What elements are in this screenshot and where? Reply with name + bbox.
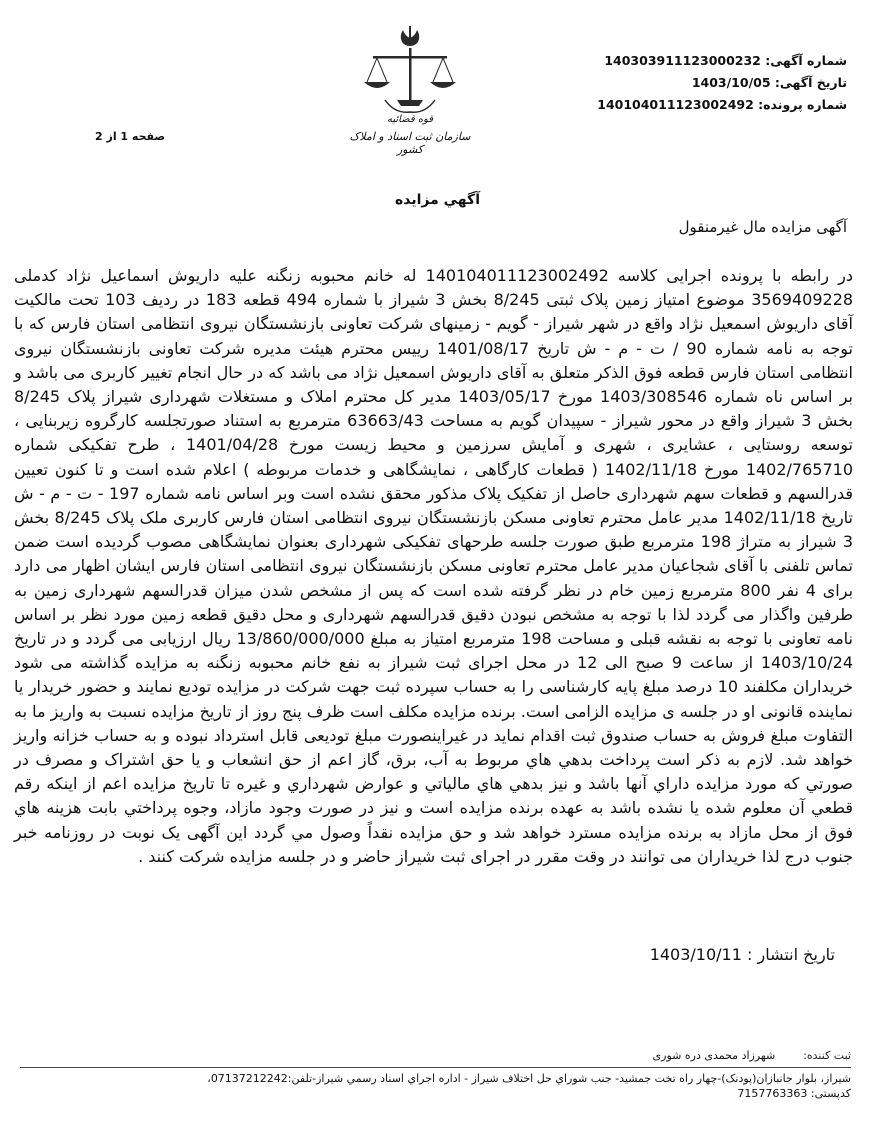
document-title: آگهي مزايده: [394, 192, 480, 208]
judiciary-emblem: [349, 22, 471, 156]
notice-date-row: [597, 72, 847, 94]
notice-date: 1403/10/05: [691, 75, 771, 90]
file-number: 140104011123002492: [597, 97, 754, 112]
page-indicator: صفحه 1 از 2: [95, 130, 166, 143]
postal-code-row: [20, 1086, 851, 1101]
document-subtitle: آگهی مزایده مال غیرمنقول: [678, 218, 847, 236]
logo-line1: قوه قضائیه: [386, 114, 434, 125]
publish-date: 1403/10/11: [649, 945, 742, 964]
postal-code: 7157763363: [737, 1087, 808, 1100]
logo-line2: سازمان ثبت اسناد و املاک کشور: [349, 130, 471, 156]
footer-divider: [20, 1067, 851, 1068]
auction-body-text: در رابطه با پرونده اجرایی کلاسه 140104011123002492 له خانم محبوبه زنگنه علیه داریوش اسماعیل نژاد کدملی 3569409228 موضوع امتیاز زمین پلاک ثبتی 8/245 بخش 3 شیراز با شماره 494 قطعه 183 در ردیف 103 تحت مالکیت آقای داریوش اسمعیل نژاد واقع در شهر شیراز - گویم - زمینهای شرکت تعاونی بازنشستگان نیروی انتظامی استان فارس که با توجه به نامه شماره 90 / ت - م - ش تاریخ 1401/08/17 رییس محترم هیئت مدیره شرکت تعاونی بازنشستگان نیروی انتظامی استان فارس قطعه فوق الذکر متعلق به آقای داریوش اسمعیل نژاد می باشد که در حال انجام تغییر کاربری می باشد و بر اساس ناه شماره 1403/308546 مورخ 1403/05/17 مدیر کل محترم املاک و مستغلات شهرداری شیراز پلاک 8/245 بخش 3 شیراز واقع در محور شیراز - سپیدان گویم به مساحت 63663/43 مترمربع به استناد صورتجلسه کارگروه زیربنایی ، توسعه روستایی ، عشایری ، شهری و آمایش سرزمین و محیط زیست مورخ 1401/04/28 ، طرح تفکیکی شماره 1402/765710 مورخ 1402/11/18 ( قطعات کارگاهی ، نمایشگاهی و خدمات مربوطه ) اعلام شده است و تا کنون تعیین قدرالسهم و قطعات سهم شهرداری حاصل از تفکیک پلاک مذکور محقق نشده است وبر اساس نامه شماره 197 - ت - م - ش تاریخ 1402/11/18 مدیر عامل محترم تعاونی مسکن بازنشستگان نیروی انتظامی استان فارس کاربری ملک پلاک 8/245 بخش 3 شیراز به متراژ 198 مترمربع طبق صورت جلسه طرحهای تفکیکی شهرداری بعنوان نمایشگاهی مصوب گردیده است ضمن تماس تلفنی با آقای شجاعیان مدیر عامل محترم تعاونی مسکن بازنشستگان نیروی انتظامی استان فارس ایشان اظهار می دارد برای 4 نفر 800 مترمربع زمین خام در نظر گرفته شده است که پس از مشخص شدن میزان قدرالسهم شهرداری زمین به طرفین واگذار می گردد لذا با توجه به مشخص نبودن دقیق قدرالسهم شهرداری و محل دقیق قطعه زمین مورد نظر بر اساس نامه تعاونی با توجه به نقشه قبلی و مساحت 198 مترمربع امتیاز به مبلغ 13/860/000/000 ریال ارزیابی می گردد و در تاریخ 1403/10/24 از ساعت 9 صبح الی 12 در محل اجرای ثبت شیراز به نفع خانم محبوبه زنگنه به مزایده گذاشته می شود خریداران مکلفند 10 درصد مبلغ پایه کارشناسی را به حساب سپرده ثبت جهت شرکت در مزایده تودیع نمایند و حضور خریدار یا نماینده قانونی او در جلسه ی مزایده الزامی است. برنده مزایده مکلف است ظرف پنج روز از تاریخ مزایده نسبت به واریز ما به التفاوت مبلغ فروش به حساب صندوق ثبت اقدام نماید در غیراینصورت مبلغ تودیعی قابل استرداد نبوده و به حساب خزانه واریز خواهد شد. لازم به ذکر است پرداخت بدهي هاي مربوط به آب، برق، گاز اعم از حق انشعاب و یا حق اشتراک و مصرف در صورتي که مورد مزایده داراي آنها باشد و نیز بدهي هاي مالیاتي و عوارض شهرداري و غیره تا تاریخ مزایده اعم از اینکه رقم قطعي آن معلوم شده یا نشده باشد به عهده برنده مزایده است و نیز در صورت وجود مازاد، وجوه پرداختي بابت هزینه هاي فوق از محل مازاد به برنده مزایده مسترد خواهد شد و حق مزایده نقداً وصول مي گردد این آگهی یک نوبت در روزنامه خبر جنوب درج لذا خریداران می توانند در وقت مقرر در اجرای ثبت شیراز حاضر و در جلسه مزایده شرکت کنند .: [14, 266, 854, 866]
footer: [20, 1048, 851, 1101]
postal-code-label: کدپستی:: [810, 1087, 851, 1100]
notice-number: 140303911123000232: [604, 53, 761, 68]
notice-metadata: [597, 50, 847, 116]
notice-number-label: شماره آگهی:: [765, 53, 847, 68]
publish-date-label: تاریخ انتشار :: [747, 945, 835, 964]
registrar-name: شهرزاد محمدی دره شوری: [652, 1049, 776, 1062]
notice-number-row: [597, 50, 847, 72]
notice-date-label: تاریخ آگهی:: [774, 75, 847, 90]
publish-date-line: [650, 945, 835, 964]
file-number-label: شماره پرونده:: [758, 97, 847, 112]
file-number-row: [597, 94, 847, 116]
registrar-row: [20, 1048, 851, 1063]
registrar-label: ثبت کننده:: [803, 1049, 851, 1062]
office-address: شیراز، بلوار جانبازان(پودنک)-چهار راه تخت جمشید- جنب شوراي حل اختلاف شیراز - اداره اجراي اسناد رسمي شیراز-تلفن:07137212242،: [207, 1072, 851, 1085]
